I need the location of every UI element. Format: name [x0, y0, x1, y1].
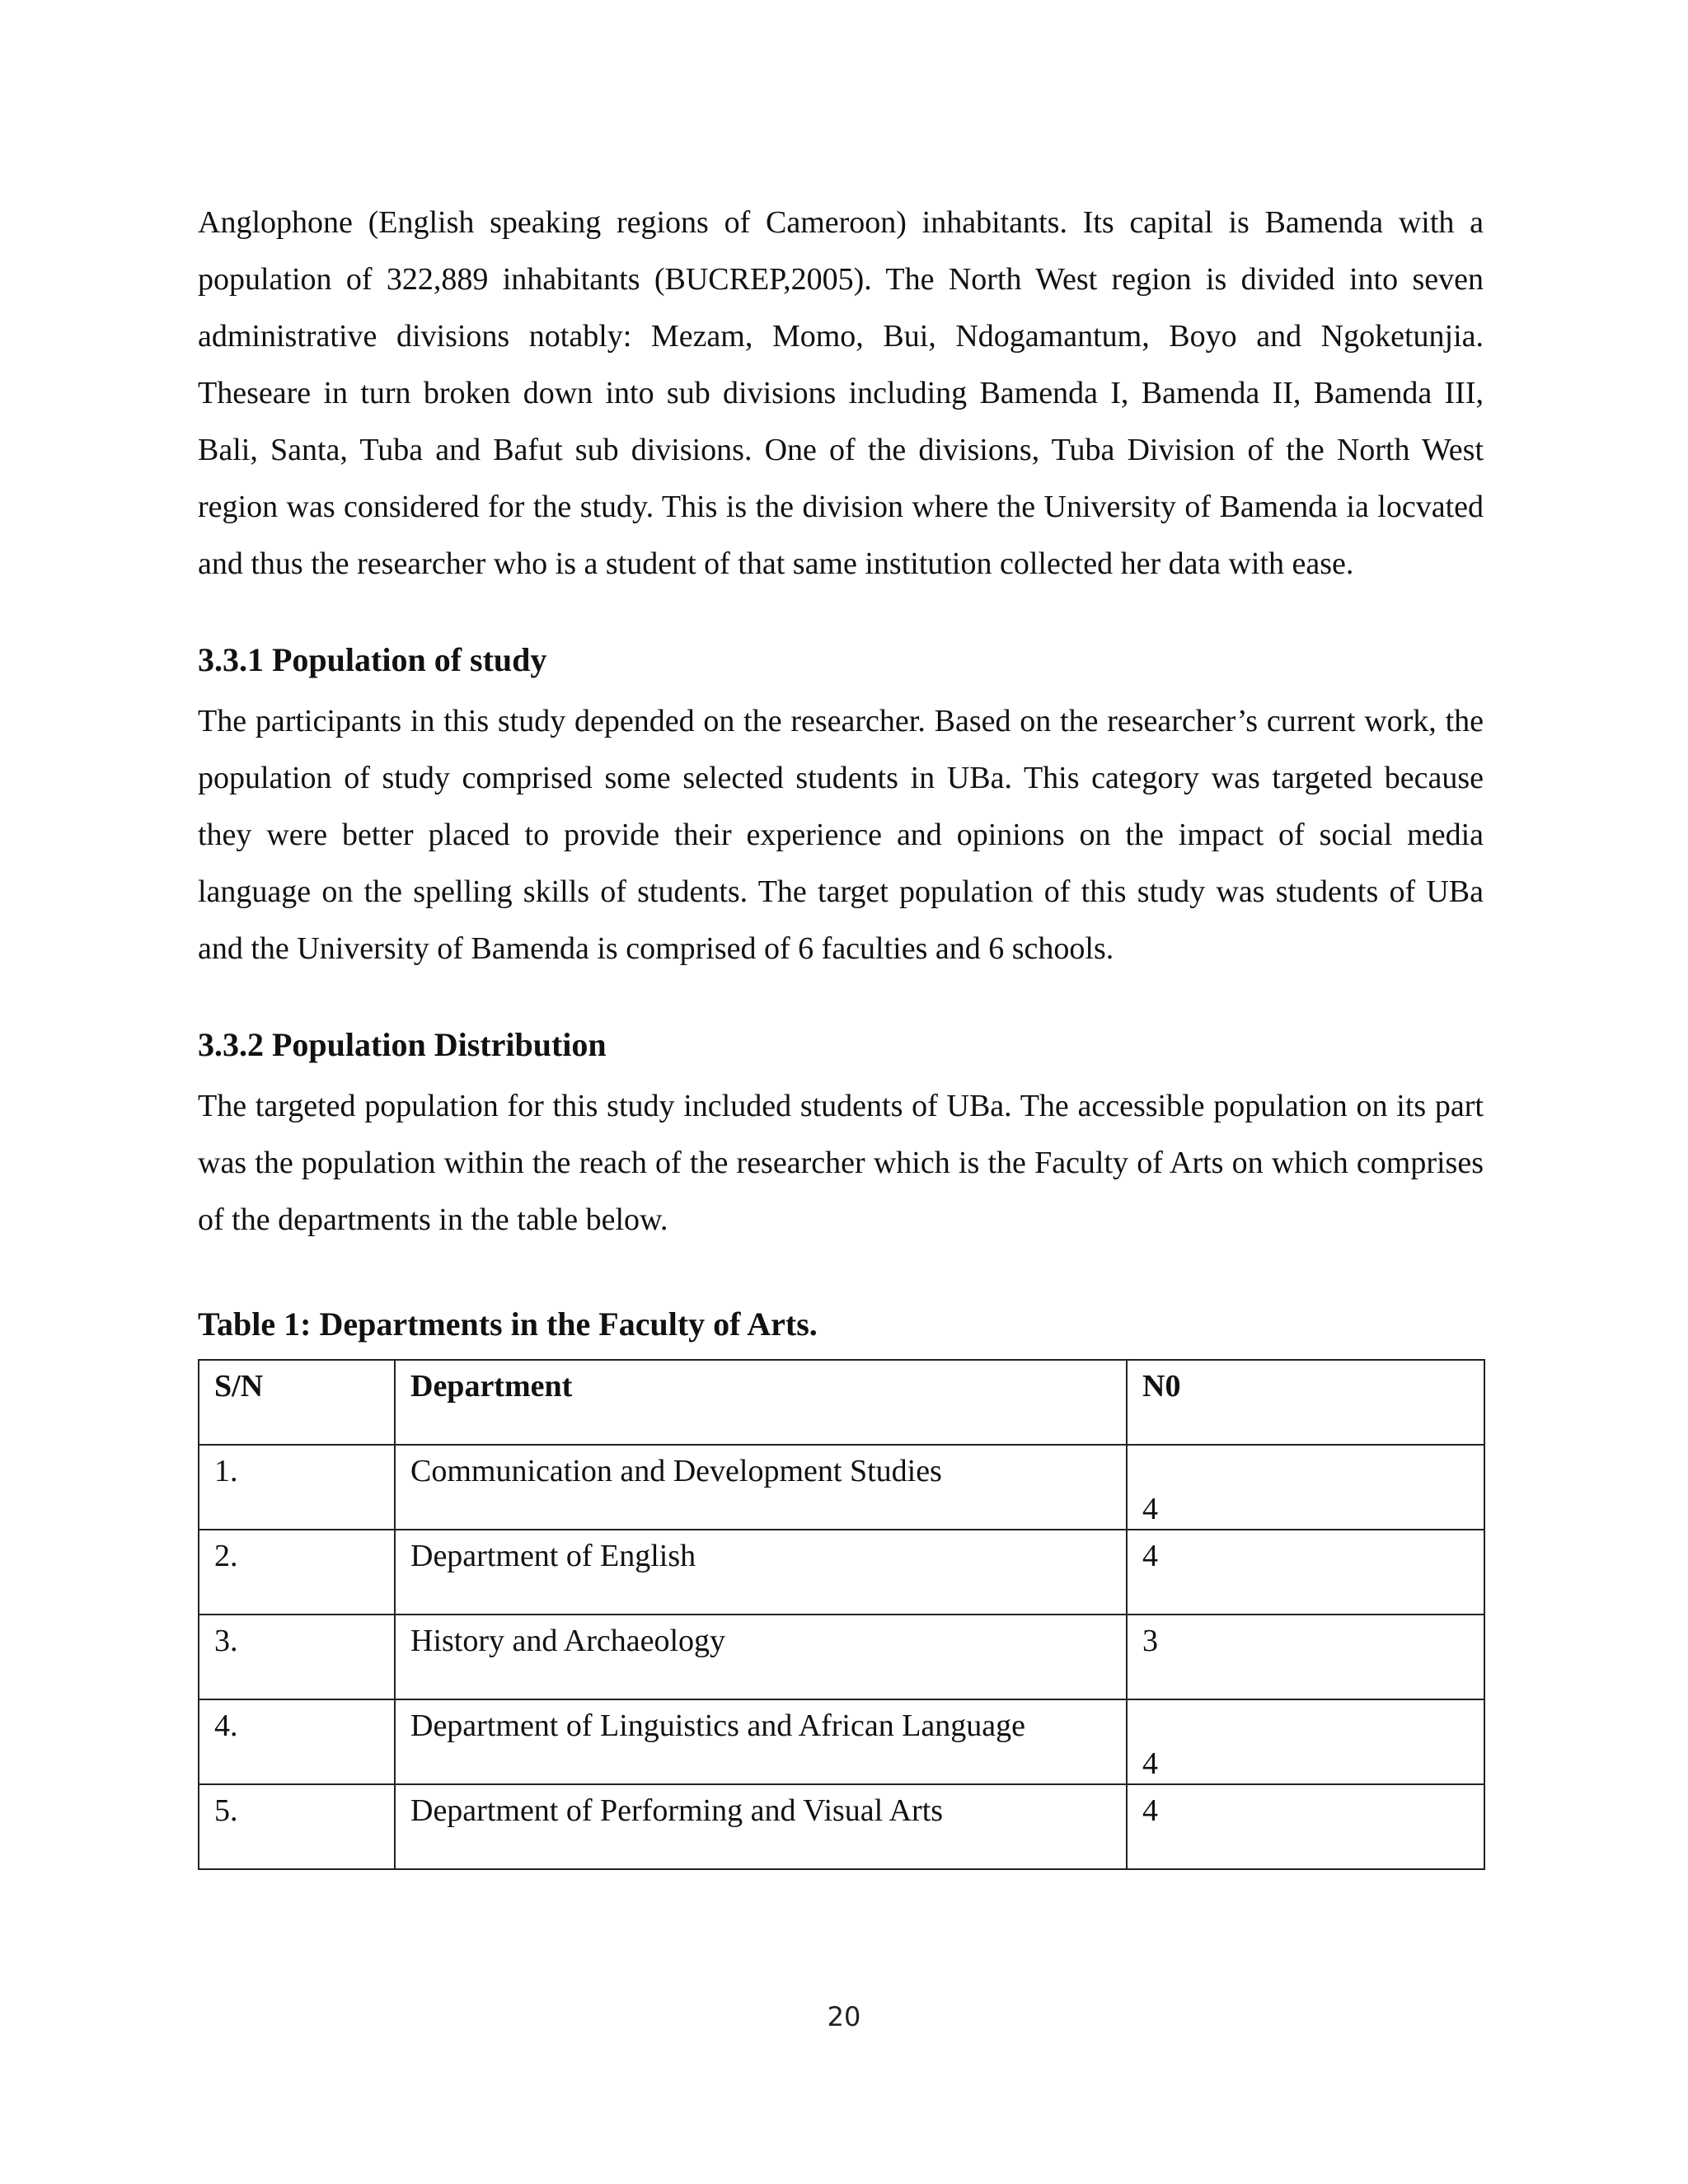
cell-sn: 3. — [199, 1615, 395, 1699]
header-number: N0 — [1127, 1360, 1484, 1445]
table-row — [199, 1445, 1484, 1530]
header-department: Department — [395, 1360, 1127, 1445]
header-sn: S/N — [199, 1360, 395, 1445]
cell-department: Communication and Development Studies — [395, 1445, 1127, 1530]
population-distribution-paragraph: The targeted population for this study included students of UBa. The accessible population on its part was the population within the reach of the researcher which is the Faculty of Arts on which comprises of the departments in the table below. — [198, 1089, 1484, 1237]
cell-number: 3 — [1127, 1615, 1484, 1699]
cell-number: 4 — [1127, 1784, 1484, 1869]
cell-sn: 4. — [199, 1699, 395, 1784]
cell-number-value: 4 — [1142, 1492, 1158, 1526]
cell-sn: 1. — [199, 1445, 395, 1530]
table-row — [199, 1699, 1484, 1784]
cell-sn: 2. — [199, 1530, 395, 1615]
cell-number: 4 — [1127, 1530, 1484, 1615]
section-heading-population-of-study: 3.3.1 Population of study — [198, 641, 547, 678]
cell-number-value: 4 — [1142, 1746, 1158, 1781]
cell-number — [1127, 1699, 1484, 1784]
cell-department: Department of Performing and Visual Arts — [395, 1784, 1127, 1869]
table-row — [199, 1784, 1484, 1869]
table-caption: Table 1: Departments in the Faculty of Arts. — [198, 1305, 818, 1343]
intro-paragraph: Anglophone (English speaking regions of Cameroon) inhabitants. Its capital is Bamenda with a population of 322,889 inhabitants (BUCREP,2005). The North West region is divided into seven administrative divisions notably: Mezam, Momo, Bui, Ndogamantum, Boyo and Ngoketunjia. Theseare in turn broken down into sub divisions including Bamenda I, Bamenda II, Bamenda III, Bali, Santa, Tuba and Bafut sub divisions. One of the divisions, Tuba Division of the North West region was considered for the study. This is the division where the University of Bamenda ia locvated and thus the researcher who is a student of that same institution collected her data with ease. — [198, 205, 1484, 581]
cell-sn: 5. — [199, 1784, 395, 1869]
table-row — [199, 1615, 1484, 1699]
document-page — [198, 194, 1484, 1870]
cell-number — [1127, 1445, 1484, 1530]
section-heading-population-distribution: 3.3.2 Population Distribution — [198, 1026, 607, 1063]
cell-department: Department of English — [395, 1530, 1127, 1615]
table-row — [199, 1530, 1484, 1615]
departments-table — [198, 1359, 1485, 1870]
population-of-study-paragraph: The participants in this study depended on the researcher. Based on the researcher’s current work, the population of study comprised some selected students in UBa. This category was targeted because they were better placed to provide their experience and opinions on the impact of social media language on the spelling skills of students. The target population of this study was students of UBa and the University of Bamenda is comprised of 6 faculties and 6 schools. — [198, 704, 1484, 966]
cell-department: Department of Linguistics and African Language — [395, 1699, 1127, 1784]
cell-department: History and Archaeology — [395, 1615, 1127, 1699]
table-header-row — [199, 1360, 1484, 1445]
page-number: 20 — [827, 2001, 861, 2032]
